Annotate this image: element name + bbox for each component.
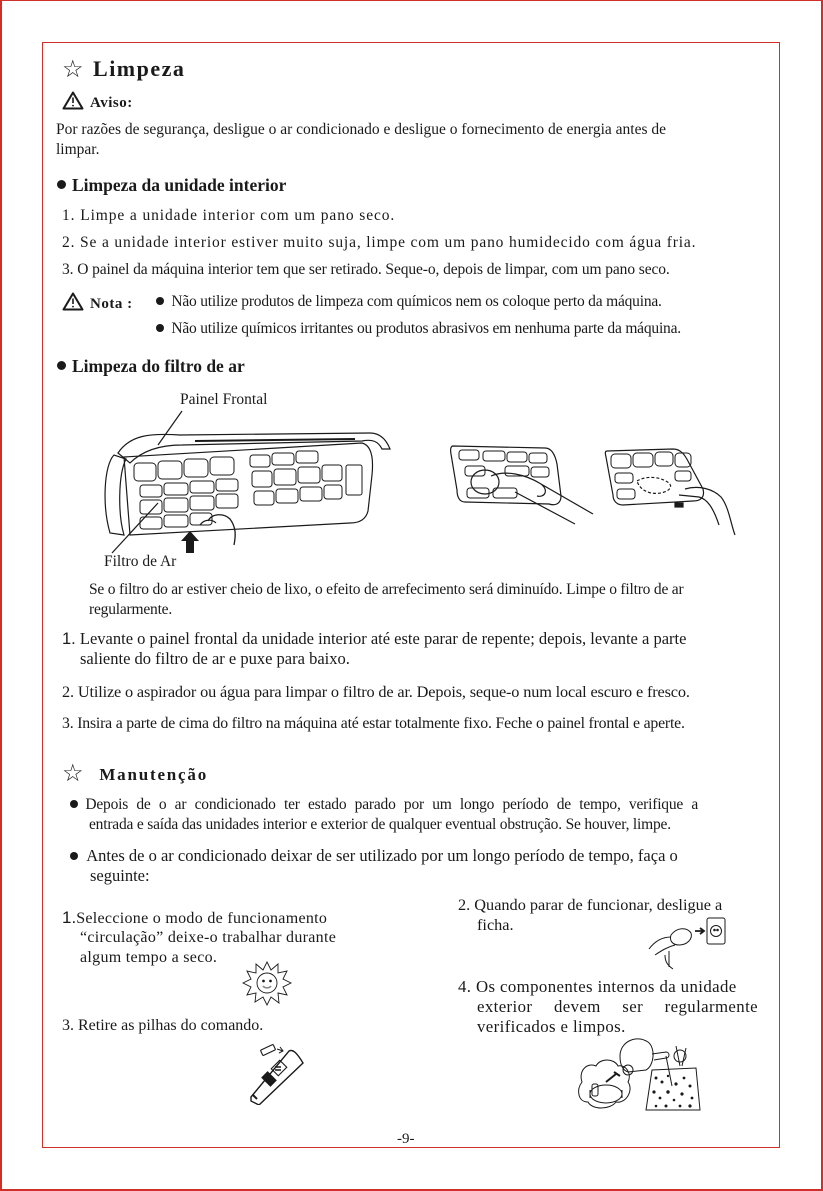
air-filter-step-2 bbox=[62, 682, 690, 701]
remote-control-battery-icon bbox=[243, 1043, 305, 1105]
unplug-icon bbox=[645, 915, 731, 971]
step-number: 2. bbox=[62, 682, 74, 701]
indoor-unit-illustration bbox=[100, 405, 400, 555]
bullet-icon bbox=[156, 297, 164, 305]
bullet-text: Depois de o ar condicionado ter estado parado por um longo período de tempo, verifique a bbox=[85, 796, 699, 813]
note-label-text: Nota : bbox=[90, 296, 133, 312]
maintenance-step-2 bbox=[458, 895, 722, 914]
step-number: 3. bbox=[62, 1017, 74, 1034]
section-title-cleaning bbox=[62, 55, 185, 84]
bullet-icon bbox=[57, 180, 66, 189]
indoor-step-3: 3. O painel da máquina interior tem que ser retirado. Seque-o, depois de limpar, com um pano seco. bbox=[62, 261, 670, 278]
maintenance-step-4-line2: exterior devem ser regularmente bbox=[477, 997, 758, 1016]
indoor-step-1: 1. Limpe a unidade interior com um pano seco. bbox=[62, 207, 396, 224]
warning-label bbox=[62, 91, 133, 112]
step-text: Retire as pilhas do comando. bbox=[78, 1017, 264, 1034]
maintenance-bullet-1-line2: entrada e saída das unidades interior e exterior de qualquer eventual obstrução. Se houver, limpe. bbox=[89, 816, 671, 833]
note-item-text: Não utilize produtos de limpeza com químicos nem os coloque perto da máquina. bbox=[171, 293, 662, 310]
step-text: Insira a parte de cima do filtro na máquina até estar totalmente fixo. Feche o painel frontal e aperte. bbox=[77, 715, 685, 732]
section-title-maintenance bbox=[62, 759, 208, 788]
note-label bbox=[62, 292, 133, 313]
step-number: 3. bbox=[62, 715, 74, 732]
star-outline-icon: ☆ bbox=[62, 57, 86, 83]
air-filter-heading bbox=[57, 356, 245, 377]
maintenance-step-1-line3: algum tempo a seco. bbox=[80, 949, 218, 966]
air-filter-step-3 bbox=[62, 714, 685, 733]
air-filter-intro-line1: Se o filtro do ar estiver cheio de lixo, o efeito de arrefecimento será diminuído. Limpe o filtro de ar bbox=[89, 581, 684, 598]
maintenance-step-2-line2: ficha. bbox=[477, 915, 514, 934]
maintenance-step-4 bbox=[458, 977, 737, 996]
maintenance-step-1-line2: “circulação” deixe-o trabalhar durante bbox=[80, 929, 337, 946]
maintenance-step-3 bbox=[62, 1016, 263, 1035]
filter-vacuum-illustration bbox=[445, 440, 595, 530]
warning-triangle-icon bbox=[62, 292, 84, 311]
vacuum-cleaning-icon bbox=[576, 1026, 706, 1112]
note-item-2 bbox=[156, 320, 681, 338]
warning-text-line2: limpar. bbox=[56, 141, 100, 158]
filter-washing-illustration bbox=[603, 445, 743, 540]
step-number: 1. bbox=[62, 630, 76, 648]
warning-label-text: Aviso: bbox=[90, 95, 133, 111]
figure-label-air-filter: Filtro de Ar bbox=[104, 553, 177, 570]
maintenance-step-4-line3: verificados e limpos. bbox=[477, 1017, 626, 1036]
step-text: Seleccione o modo de funcionamento bbox=[76, 910, 328, 927]
figure-label-front-panel: Painel Frontal bbox=[180, 391, 268, 408]
note-item-1 bbox=[156, 293, 662, 311]
bullet-icon bbox=[70, 800, 78, 808]
air-filter-step-1 bbox=[62, 629, 686, 649]
star-outline-icon: ☆ bbox=[62, 761, 86, 787]
warning-triangle-icon bbox=[62, 91, 84, 110]
bullet-icon bbox=[57, 361, 66, 370]
warning-text-line1: Por razões de segurança, desligue o ar condicionado e desligue o fornecimento de energia antes de bbox=[56, 121, 667, 138]
note-item-text: Não utilize químicos irritantes ou produtos abrasivos em nenhuma parte da máquina. bbox=[171, 320, 681, 337]
step-text: Utilize o aspirador ou água para limpar o filtro de ar. Depois, seque-o num local escuro e fresco. bbox=[77, 682, 690, 701]
bullet-icon bbox=[70, 852, 78, 860]
bullet-icon bbox=[156, 324, 164, 332]
step-text: Os componentes internos da unidade bbox=[476, 977, 737, 996]
air-filter-heading-text: Limpeza do filtro de ar bbox=[72, 356, 245, 376]
bullet-text: Antes de o ar condicionado deixar de ser utilizado por um longo período de tempo, faça o bbox=[86, 846, 678, 865]
sun-icon bbox=[242, 960, 292, 1006]
page-number: -9- bbox=[397, 1131, 415, 1147]
section-title-text: Manutenção bbox=[99, 765, 208, 784]
maintenance-bullet-2-line2: seguinte: bbox=[90, 866, 150, 885]
indoor-unit-heading-text: Limpeza da unidade interior bbox=[72, 175, 287, 195]
indoor-step-2: 2. Se a unidade interior estiver muito suja, limpe com um pano humidecido com água fria. bbox=[62, 234, 697, 251]
section-title-text: Limpeza bbox=[93, 56, 186, 81]
indoor-unit-heading bbox=[57, 175, 286, 196]
air-filter-step-1-line2: saliente do filtro de ar e puxe para baixo. bbox=[80, 649, 350, 668]
air-filter-intro-line2: regularmente. bbox=[89, 601, 173, 618]
maintenance-bullet-2 bbox=[70, 846, 678, 865]
step-number: 4. bbox=[458, 977, 472, 996]
step-text: Levante o painel frontal da unidade interior até este parar de repente; depois, levante a parte bbox=[79, 629, 687, 648]
step-number: 1. bbox=[62, 908, 77, 927]
maintenance-step-1 bbox=[62, 908, 327, 928]
maintenance-bullet-1 bbox=[70, 796, 698, 814]
step-number: 2. bbox=[458, 895, 471, 914]
step-text: Quando parar de funcionar, desligue a bbox=[474, 895, 723, 914]
